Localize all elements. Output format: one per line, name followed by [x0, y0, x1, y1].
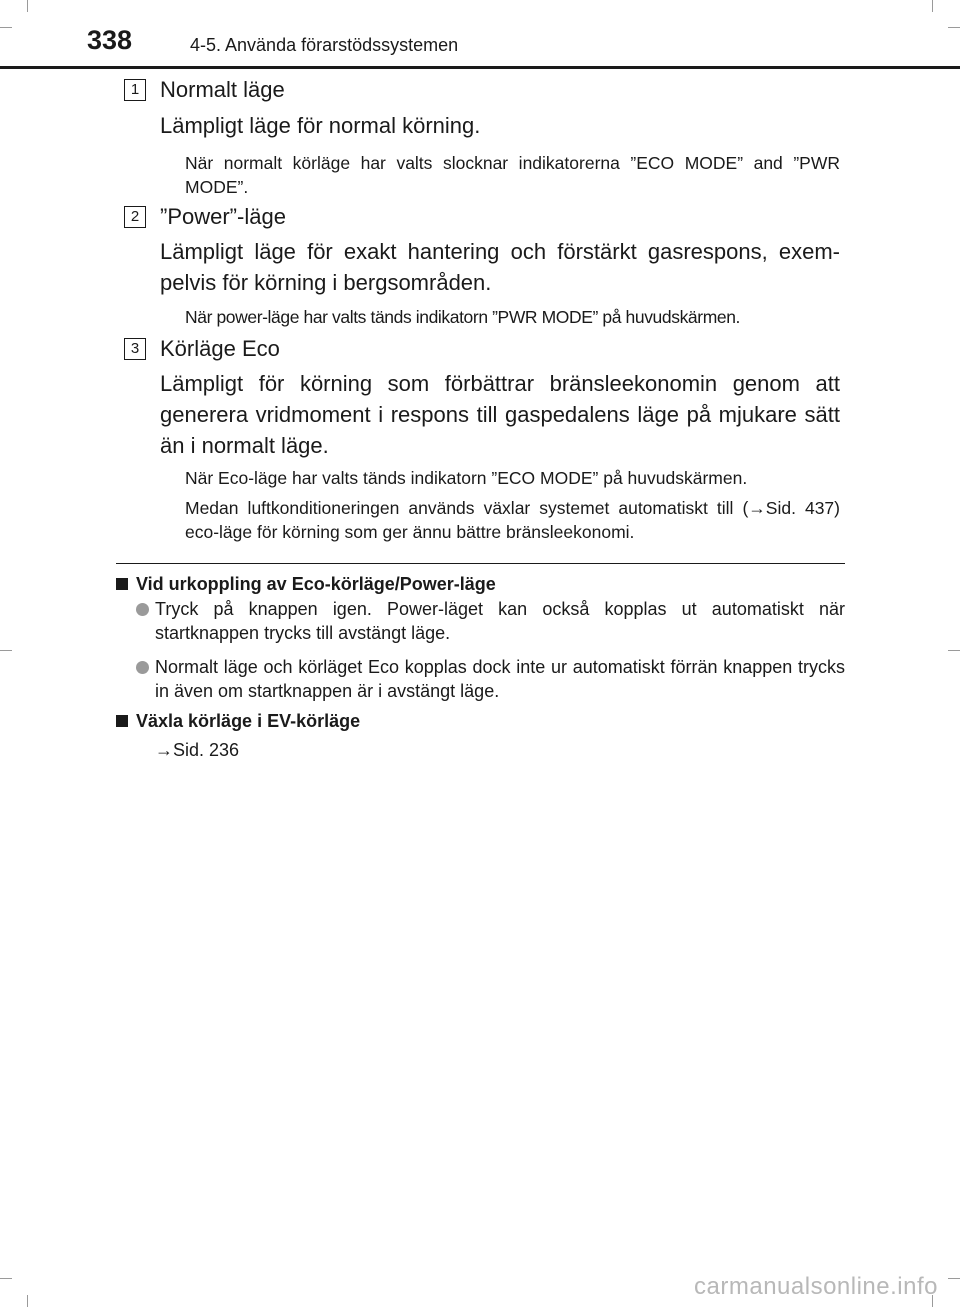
info-bullet: Tryck på knappen igen. Power-läget kan också kopplas ut automatiskt när startknappen trycks till avstängt läge.	[155, 599, 845, 643]
mode-description-power: Lämpligt läge för exakt hantering och förstärkt gasrespons, exem-pelvis för körning i bergsområden.	[160, 239, 840, 295]
mode-name-normal: Normalt läge	[160, 77, 285, 102]
info-heading-deactivate	[116, 574, 496, 595]
crop-mark	[932, 0, 933, 12]
mode-marker-1: 1	[124, 79, 146, 101]
page-number: 338	[87, 25, 133, 55]
mode-name-power: ”Power”-läge	[160, 204, 286, 229]
page-reference-link[interactable]: →Sid. 236	[155, 740, 240, 760]
section-title: 4-5. Använda förarstödssystemen	[190, 35, 459, 55]
mode-name-eco: Körläge Eco	[160, 336, 280, 361]
square-bullet-icon	[116, 715, 128, 727]
crop-mark	[0, 27, 12, 28]
crop-mark	[948, 1278, 960, 1279]
header-rule	[0, 66, 960, 69]
watermark: carmanualsonline.info	[694, 1273, 938, 1300]
crop-mark	[0, 650, 12, 651]
mode-description-normal: Lämpligt läge för normal körning.	[160, 113, 481, 138]
circle-bullet-icon	[136, 661, 149, 674]
crop-mark	[948, 650, 960, 651]
mode-note-normal: När normalt körläge har valts slocknar indikatorerna ”ECO MODE” and ”PWR MODE”.	[185, 153, 840, 197]
circle-bullet-icon	[136, 603, 149, 616]
info-heading-text: Växla körläge i EV-körläge	[136, 711, 361, 731]
info-heading-ev-mode	[116, 711, 360, 732]
mode-note-eco: När Eco-läge har valts tänds indikatorn ”ECO MODE” på huvudskärmen.	[185, 468, 748, 488]
mode-marker-2: 2	[124, 206, 146, 228]
section-divider	[116, 563, 845, 564]
crop-mark	[27, 0, 28, 12]
square-bullet-icon	[116, 578, 128, 590]
crop-mark	[27, 1295, 28, 1307]
mode-note-eco-ac: Medan luftkonditioneringen används växlar systemet automatiskt till (→Sid. 437) eco-läge för körning som ger ännu bättre bränsleekonomi.	[185, 498, 840, 542]
mode-description-eco: Lämpligt för körning som förbättrar bränsleekonomin genom att generera vridmoment i respons till gaspedalens läge på mjukare sätt än i normalt läge.	[160, 371, 840, 458]
info-heading-text: Vid urkoppling av Eco-körläge/Power-läge	[136, 574, 496, 594]
info-bullet: Normalt läge och körläget Eco kopplas dock inte ur automatiskt förrän knappen trycks in även om startknappen är i avstängt läge.	[155, 657, 845, 701]
mode-note-power: När power-läge har valts tänds indikatorn ”PWR MODE” på huvudskärmen.	[185, 307, 740, 327]
crop-mark	[0, 1278, 12, 1279]
mode-marker-3: 3	[124, 338, 146, 360]
crop-mark	[948, 27, 960, 28]
